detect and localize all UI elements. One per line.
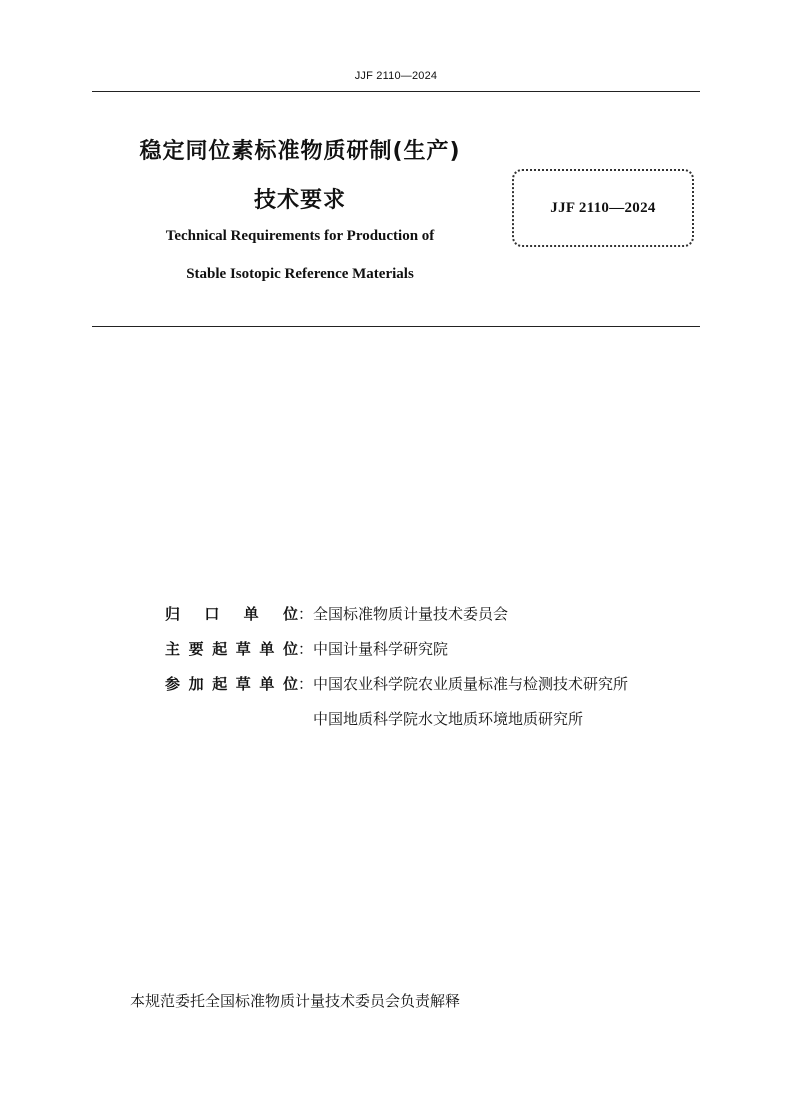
info-colon: ： (298, 640, 314, 658)
info-row-participating-unit-continued (165, 701, 628, 736)
info-colon: ： (298, 675, 314, 693)
info-label: 参加起草单位 (165, 675, 298, 693)
info-value: 中国计量科学研究院 (313, 640, 449, 658)
info-row-main-drafting-unit (165, 631, 628, 666)
title-english-line1: Technical Requirements for Production of (165, 228, 435, 244)
standard-code-box (512, 169, 694, 247)
info-row-responsible-unit (165, 596, 628, 631)
info-value: 中国地质科学院水文地质环境地质研究所 (313, 710, 584, 728)
header-divider (92, 91, 700, 92)
info-value: 中国农业科学院农业质量标准与检测技术研究所 (313, 675, 629, 693)
info-label: 主要起草单位 (165, 640, 298, 658)
info-label: 归 口 单 位 (165, 605, 298, 623)
info-value: 全国标准物质计量技术委员会 (313, 605, 509, 623)
header-standard-code: JJF 2110—2024 (354, 70, 438, 82)
title-chinese-line2: 技术要求 (253, 188, 346, 213)
interpretation-note: 本规范委托全国标准物质计量技术委员会负责解释 (130, 992, 461, 1010)
info-colon: ： (298, 605, 314, 623)
title-divider (92, 326, 700, 327)
standard-code-box-text: JJF 2110—2024 (550, 199, 656, 216)
title-english-line2: Stable Isotopic Reference Materials (186, 266, 414, 282)
info-row-participating-unit (165, 666, 628, 701)
title-chinese-line1: 稳定同位素标准物质研制(生产) (139, 139, 461, 164)
drafting-info (165, 596, 628, 736)
